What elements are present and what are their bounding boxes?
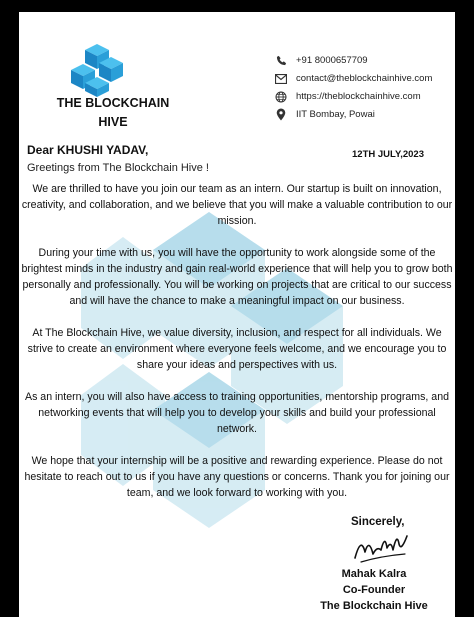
company-name-line2: HIVE	[98, 115, 128, 129]
address-row	[274, 106, 432, 123]
company-name-line1: THE BLOCKCHAIN	[56, 96, 170, 110]
website-link[interactable]: https://theblockchainhive.com	[296, 91, 421, 102]
phone-number: +91 8000657709	[296, 55, 368, 66]
contact-block	[274, 52, 432, 124]
offer-letter-page	[19, 12, 455, 617]
body-paragraph-3: At The Blockchain Hive, we value diversity, inclusion, and respect for all individuals. We strive to create an environment where everyone feels welcome, and we encourage you to share your ideas and perspectives with us.	[27, 327, 447, 371]
address-text: IIT Bombay, Powai	[296, 109, 375, 120]
location-pin-icon	[274, 108, 288, 122]
greeting-line: Greetings from The Blockchain Hive !	[27, 162, 209, 174]
email-icon	[274, 72, 288, 86]
body-paragraph-4: As an intern, you will also have access to training opportunities, mentorship programs, and networking events that will help you to develop your skills and build your professional network.	[25, 391, 449, 435]
handwritten-signature	[351, 526, 411, 566]
signer-company: The Blockchain Hive	[320, 600, 428, 612]
email-link[interactable]: contact@theblockchainhive.com	[296, 73, 433, 84]
website-row	[274, 88, 432, 105]
body-paragraph-5: We hope that your internship will be a positive and rewarding experience. Please do not hesitate to reach out to us if you have any questions or concerns. Thank you for joining our team, and we look forward to working with you.	[24, 455, 450, 499]
body-paragraph-1: We are thrilled to have you join our team as an intern. Our startup is built on innovation, creativity, and collaboration, and we believe that you will make a valuable contribution to our mission.	[21, 183, 453, 227]
phone-row	[274, 52, 432, 69]
globe-icon	[274, 90, 288, 104]
salutation: Dear KHUSHI YADAV,	[27, 143, 149, 157]
blockchain-cubes-logo	[71, 42, 151, 97]
letter-date: 12TH JULY,2023	[352, 149, 425, 160]
signer-title: Co-Founder	[342, 584, 406, 596]
body-paragraph-2: During your time with us, you will have the opportunity to work alongside some of the brightest minds in the industry and gain real-world experience that will help you to grow both personally and professionally. You will be working on projects that are critical to our success and will have the chance to make a meaningful impact on our business.	[21, 247, 453, 307]
signer-name: Mahak Kalra	[341, 568, 407, 580]
letter-body	[19, 181, 455, 517]
closing-line: Sincerely,	[351, 516, 405, 528]
email-row	[274, 70, 432, 87]
phone-icon	[274, 54, 288, 68]
company-name	[45, 94, 181, 132]
